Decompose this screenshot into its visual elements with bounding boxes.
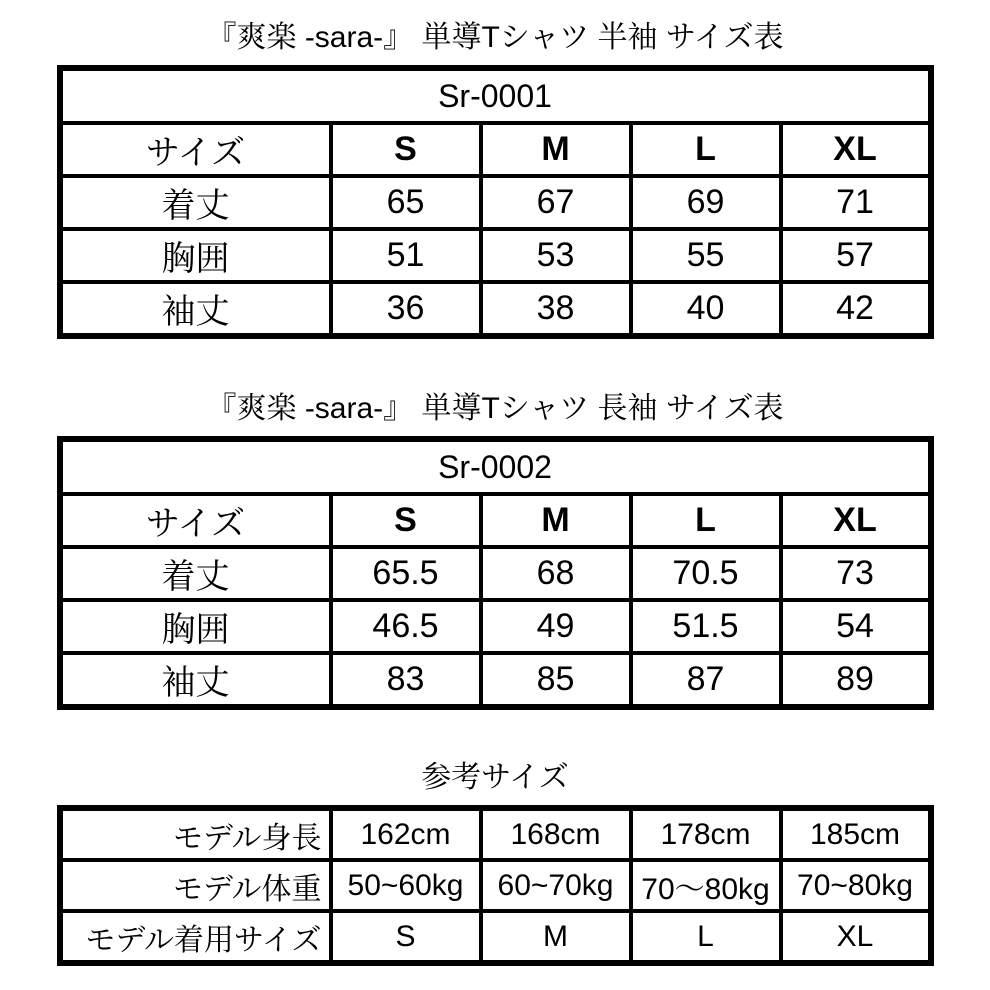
value-cell: XL bbox=[781, 911, 931, 963]
value-cell: 51.5 bbox=[631, 600, 781, 653]
value-cell: 65 bbox=[331, 176, 481, 229]
value-cell: 36 bbox=[331, 282, 481, 336]
value-cell: 70~80kg bbox=[781, 860, 931, 911]
product-code-row bbox=[60, 68, 931, 123]
row-label: 袖丈 bbox=[60, 653, 331, 707]
row-label: 着丈 bbox=[60, 547, 331, 600]
value-cell: 38 bbox=[481, 282, 631, 336]
row-label: 胸囲 bbox=[60, 600, 331, 653]
column-header-l: L bbox=[631, 494, 781, 547]
value-cell: 85 bbox=[481, 653, 631, 707]
value-cell: 42 bbox=[781, 282, 931, 336]
size-table-long-sleeve bbox=[57, 436, 934, 710]
value-cell: 53 bbox=[481, 229, 631, 282]
value-cell: 54 bbox=[781, 600, 931, 653]
column-header-xl: XL bbox=[781, 494, 931, 547]
value-cell: 55 bbox=[631, 229, 781, 282]
row-label: 胸囲 bbox=[60, 229, 331, 282]
value-cell: 73 bbox=[781, 547, 931, 600]
value-cell: 40 bbox=[631, 282, 781, 336]
table-row-model-weight bbox=[60, 860, 931, 911]
value-cell: 168cm bbox=[481, 808, 631, 860]
column-header-row bbox=[60, 123, 931, 176]
value-cell: 46.5 bbox=[331, 600, 481, 653]
value-cell: 65.5 bbox=[331, 547, 481, 600]
column-header-size: サイズ bbox=[60, 123, 331, 176]
reference-size-title: 参考サイズ bbox=[421, 761, 569, 794]
column-header-l: L bbox=[631, 123, 781, 176]
table-row-body-length bbox=[60, 547, 931, 600]
value-cell: 57 bbox=[781, 229, 931, 282]
value-cell: 49 bbox=[481, 600, 631, 653]
product-code: Sr-0002 bbox=[60, 439, 931, 494]
column-header-m: M bbox=[481, 494, 631, 547]
table-row-chest bbox=[60, 229, 931, 282]
value-cell: 67 bbox=[481, 176, 631, 229]
value-cell: M bbox=[481, 911, 631, 963]
table-row-sleeve-length bbox=[60, 653, 931, 707]
table-row-chest bbox=[60, 600, 931, 653]
column-header-size: サイズ bbox=[60, 494, 331, 547]
value-cell: 71 bbox=[781, 176, 931, 229]
column-header-s: S bbox=[331, 494, 481, 547]
product-code-row bbox=[60, 439, 931, 494]
value-cell: L bbox=[631, 911, 781, 963]
value-cell: 87 bbox=[631, 653, 781, 707]
row-label: 袖丈 bbox=[60, 282, 331, 336]
table-row-body-length bbox=[60, 176, 931, 229]
value-cell: 178cm bbox=[631, 808, 781, 860]
value-cell: 83 bbox=[331, 653, 481, 707]
value-cell: 70～80kg bbox=[631, 860, 781, 911]
column-header-m: M bbox=[481, 123, 631, 176]
value-cell: 50~60kg bbox=[331, 860, 481, 911]
value-cell: 60~70kg bbox=[481, 860, 631, 911]
product-code: Sr-0001 bbox=[60, 68, 931, 123]
table-title-short-sleeve: 『爽楽 -sara-』 単導Tシャツ 半袖 サイズ表 bbox=[206, 21, 784, 54]
column-header-xl: XL bbox=[781, 123, 931, 176]
value-cell: S bbox=[331, 911, 481, 963]
row-label: モデル身長 bbox=[60, 808, 331, 860]
reference-size-table bbox=[57, 805, 934, 966]
value-cell: 51 bbox=[331, 229, 481, 282]
size-table-short-sleeve bbox=[57, 65, 934, 339]
row-label: 着丈 bbox=[60, 176, 331, 229]
value-cell: 185cm bbox=[781, 808, 931, 860]
table-row-model-wearing-size bbox=[60, 911, 931, 963]
value-cell: 68 bbox=[481, 547, 631, 600]
row-label: モデル着用サイズ bbox=[60, 911, 331, 963]
row-label: モデル体重 bbox=[60, 860, 331, 911]
value-cell: 162cm bbox=[331, 808, 481, 860]
column-header-row bbox=[60, 494, 931, 547]
table-row-sleeve-length bbox=[60, 282, 931, 336]
value-cell: 69 bbox=[631, 176, 781, 229]
column-header-s: S bbox=[331, 123, 481, 176]
value-cell: 89 bbox=[781, 653, 931, 707]
value-cell: 70.5 bbox=[631, 547, 781, 600]
table-title-long-sleeve: 『爽楽 -sara-』 単導Tシャツ 長袖 サイズ表 bbox=[206, 392, 784, 425]
table-row-model-height bbox=[60, 808, 931, 860]
